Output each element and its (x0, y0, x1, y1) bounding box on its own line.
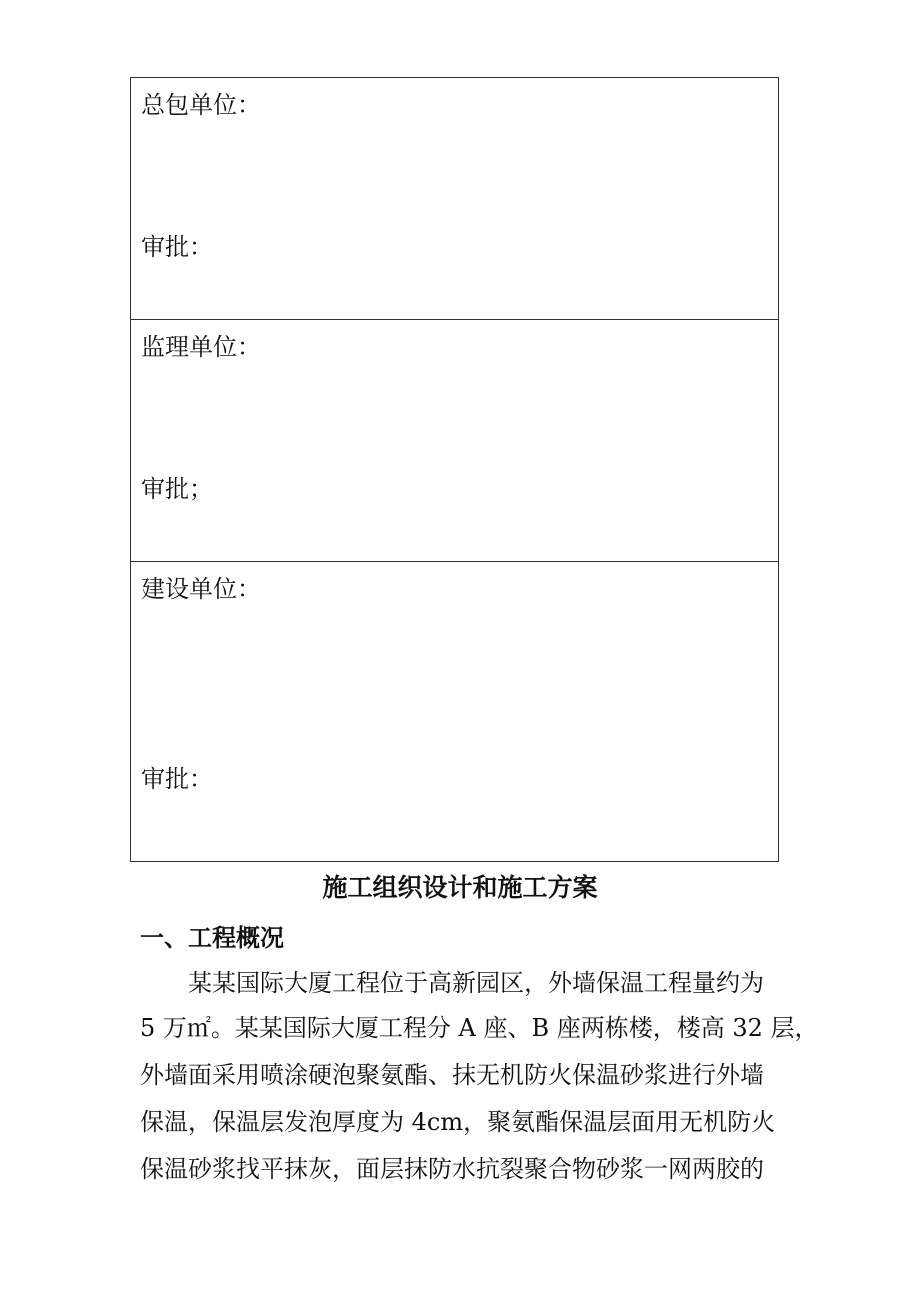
supervision-approval-label: 审批； (141, 475, 213, 503)
construction-approval-label: 审批： (141, 765, 213, 793)
section-heading: 一、工程概况 (140, 923, 284, 952)
paragraph-line: 某某国际大厦工程位于高新园区，外墙保温工程量约为 (188, 969, 764, 997)
construction-unit-label: 建设单位： (141, 575, 261, 603)
paragraph-line: 外墙面采用喷涂硬泡聚氨酯、抹无机防火保温砂浆进行外墙 (140, 1061, 764, 1089)
general-contractor-cell (131, 78, 778, 320)
general-contractor-label: 总包单位： (141, 91, 261, 119)
paragraph-line: 保温砂浆找平抹灰，面层抹防水抗裂聚合物砂浆一网两胶的 (140, 1155, 764, 1183)
construction-unit-cell (131, 562, 778, 861)
paragraph-line: 5 万㎡。某某国际大厦工程分 A 座、B 座两栋楼，楼高 32 层， (140, 1014, 819, 1042)
paragraph-line: 保温，保温层发泡厚度为 4cm，聚氨酯保温层面用无机防火 (140, 1108, 776, 1136)
supervision-unit-cell (131, 320, 778, 562)
general-contractor-approval-label: 审批： (141, 233, 213, 261)
approval-table (130, 77, 779, 862)
document-title: 施工组织设计和施工方案 (322, 873, 598, 902)
supervision-unit-label: 监理单位： (141, 333, 261, 361)
